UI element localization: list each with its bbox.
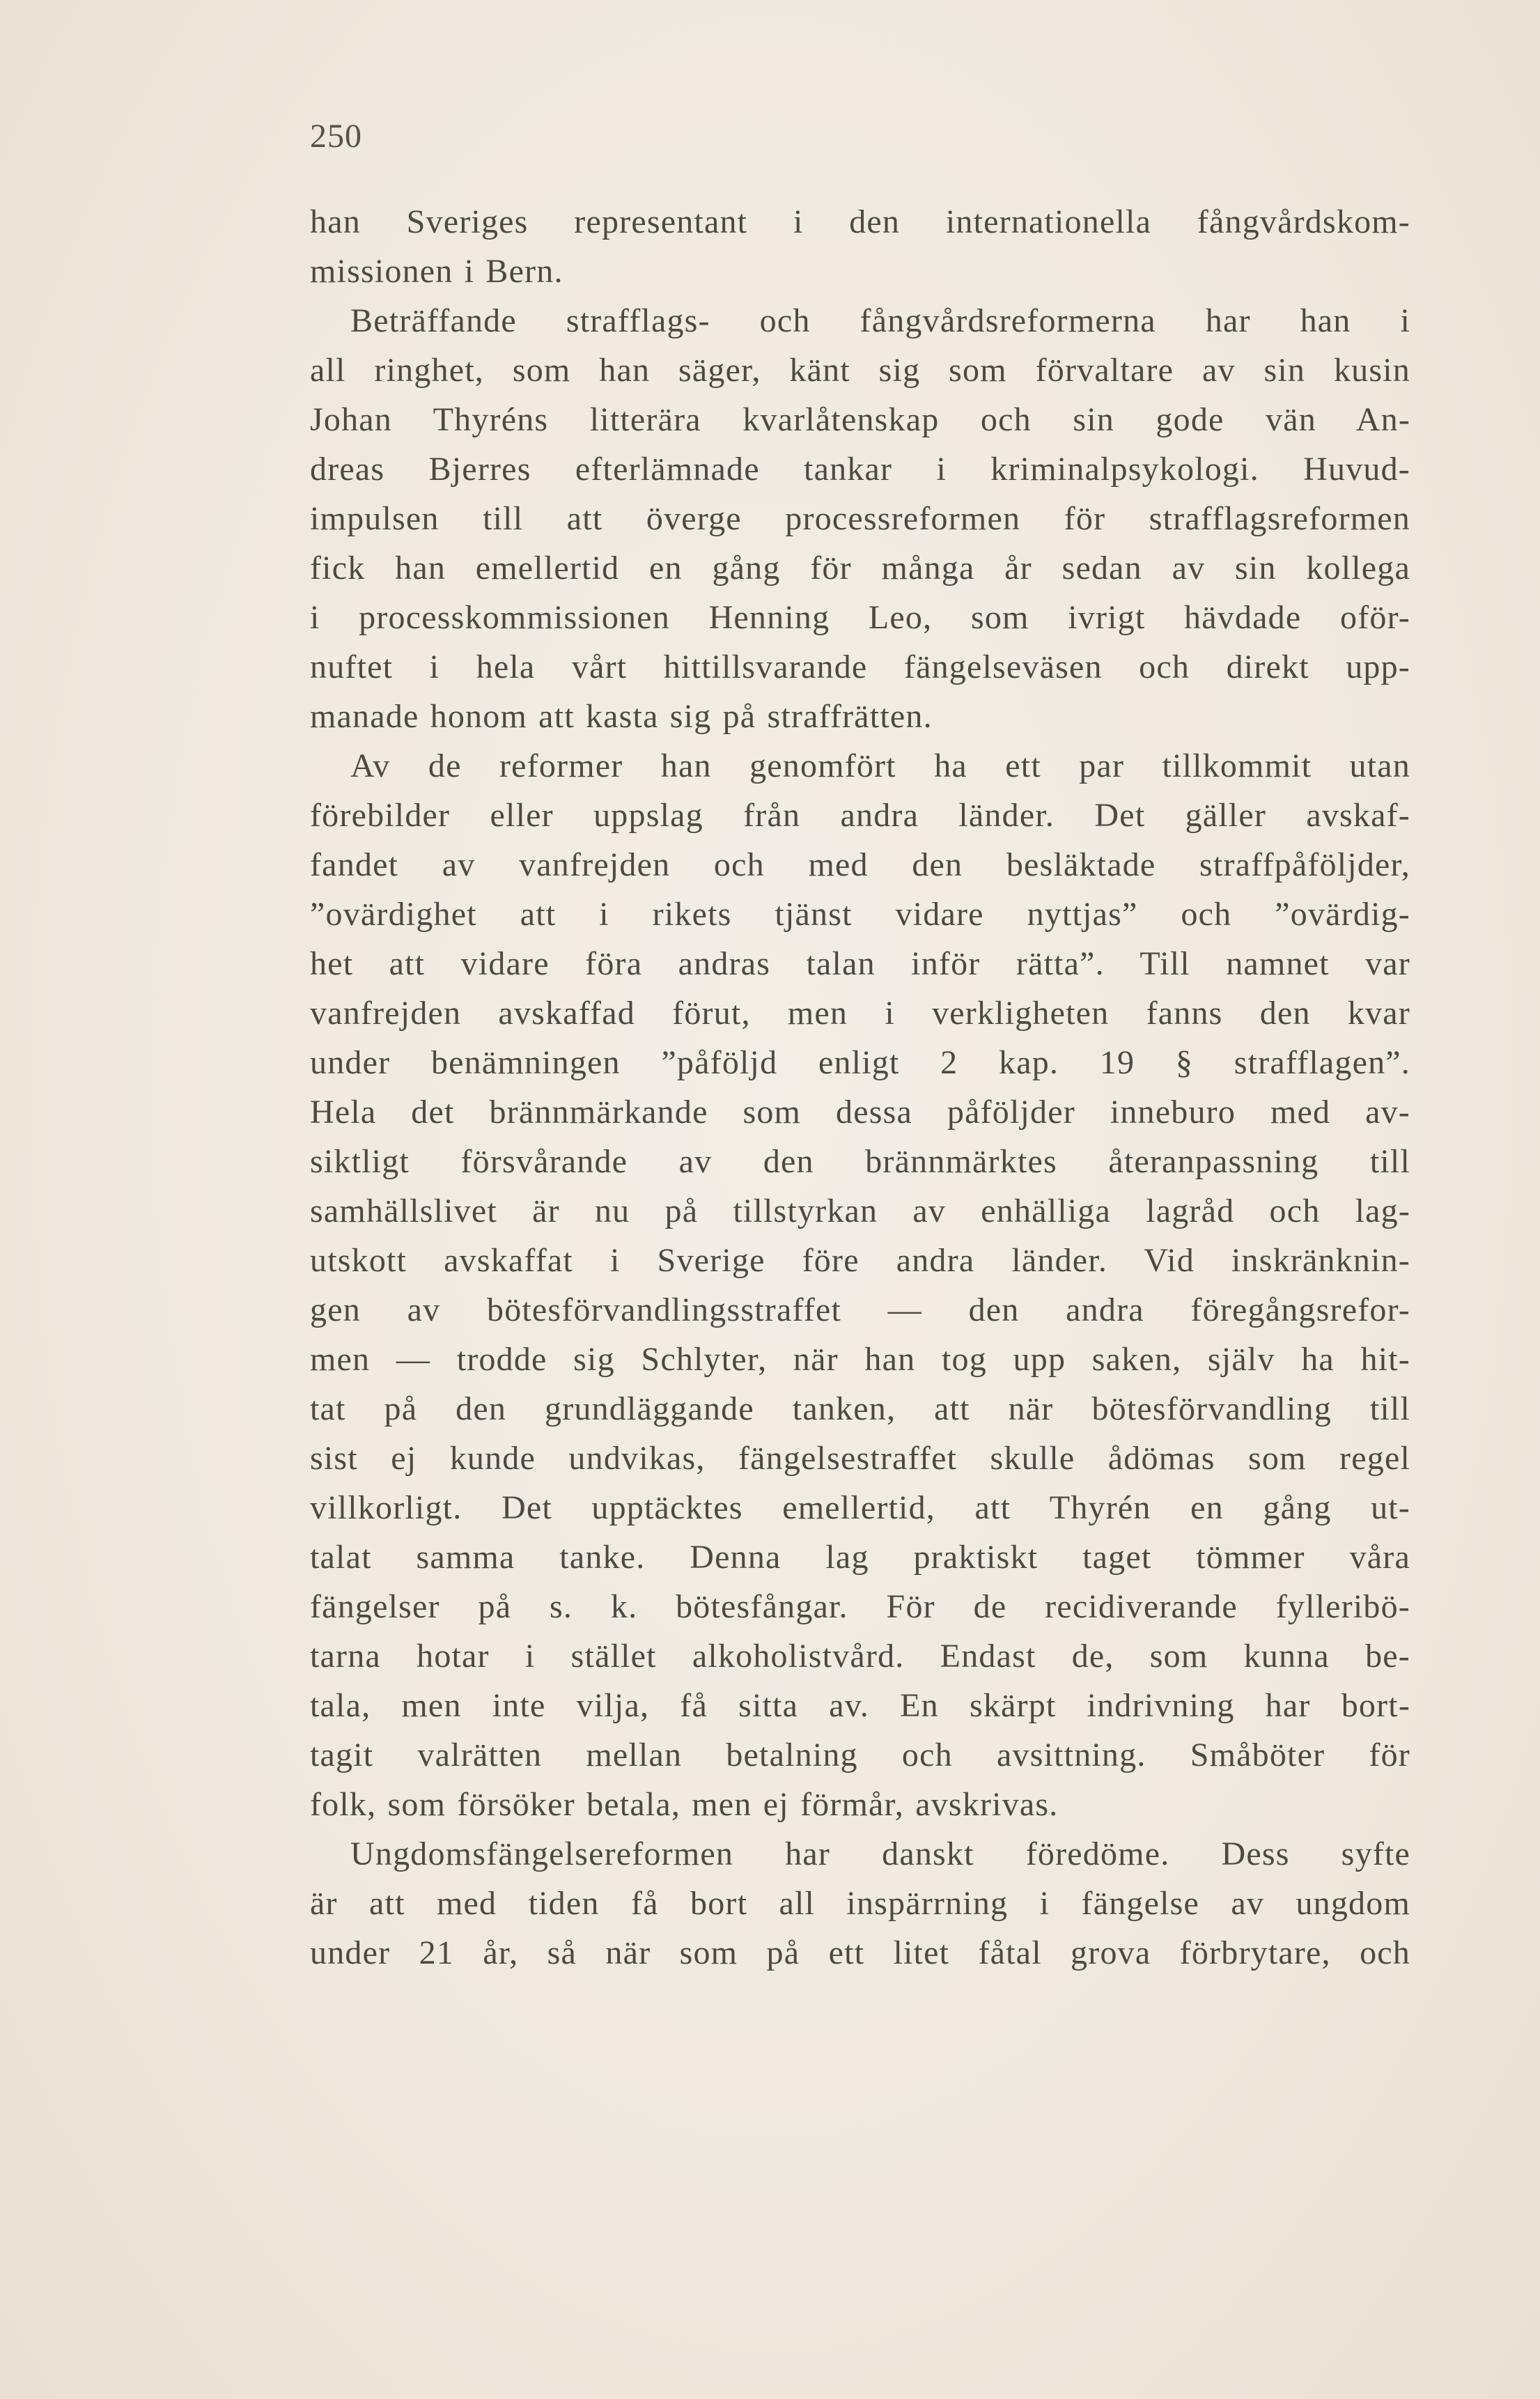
text-line: dreas Bjerres efterlämnade tankar i kriminalpsykologi. Huvud- [310, 451, 1410, 488]
text-line: utskott avskaffat i Sverige före andra länder. Vid inskränknin- [310, 1242, 1410, 1279]
text-line: villkorligt. Det upptäcktes emellertid, att Thyrén en gång ut- [310, 1489, 1410, 1526]
text-line: han Sveriges representant i den internationella fångvårdskom- [310, 203, 1410, 240]
body-text [310, 197, 1410, 1978]
text-line: gen av bötesförvandlingsstraffet — den andra föregångsrefor- [310, 1291, 1410, 1328]
text-line: sist ej kunde undvikas, fängelsestraffet skulle ådömas som regel [310, 1440, 1410, 1477]
text-line: fängelser på s. k. bötesfångar. För de recidiverande fylleribö- [310, 1588, 1410, 1625]
page-number: 250 [310, 118, 362, 155]
text-line: tat på den grundläggande tanken, att när bötesförvandling till [310, 1390, 1410, 1427]
text-line: siktligt försvårande av den brännmärktes återanpassning till [310, 1143, 1410, 1180]
text-line: är att med tiden få bort all inspärrning i fängelse av ungdom [310, 1885, 1410, 1922]
text-line: manade honom att kasta sig på straffrätten. [310, 698, 933, 735]
text-line: tagit valrätten mellan betalning och avsittning. Småböter för [310, 1737, 1410, 1773]
text-line: i processkommissionen Henning Leo, som ivrigt hävdade oför- [310, 599, 1410, 636]
text-line: fick han emellertid en gång för många år sedan av sin kollega [310, 550, 1410, 587]
text-line: fandet av vanfrejden och med den besläktade straffpåföljder, [310, 846, 1410, 883]
text-line: nuftet i hela vårt hittillsvarande fängelseväsen och direkt upp- [310, 649, 1410, 685]
text-line: missionen i Bern. [310, 253, 563, 290]
text-line: vanfrejden avskaffad förut, men i verkligheten fanns den kvar [310, 995, 1410, 1032]
text-line: men — trodde sig Schlyter, när han tog upp saken, själv ha hit- [310, 1341, 1410, 1378]
text-line: talat samma tanke. Denna lag praktiskt taget tömmer våra [310, 1539, 1410, 1576]
text-line: Ungdomsfängelsereformen har danskt föredöme. Dess syfte [350, 1835, 1410, 1872]
text-line: Hela det brännmärkande som dessa påföljder inneburo med av- [310, 1094, 1410, 1131]
text-line: tala, men inte vilja, få sitta av. En skärpt indrivning har bort- [310, 1687, 1410, 1724]
text-line: förebilder eller uppslag från andra länder. Det gäller avskaf- [310, 797, 1410, 834]
text-line: Johan Thyréns litterära kvarlåtenskap och sin gode vän An- [310, 401, 1410, 438]
text-line: ”ovärdighet att i rikets tjänst vidare nyttjas” och ”ovärdig- [310, 896, 1410, 933]
text-line: all ringhet, som han säger, känt sig som förvaltare av sin kusin [310, 352, 1410, 389]
text-line: samhällslivet är nu på tillstyrkan av enhälliga lagråd och lag- [310, 1193, 1410, 1229]
text-line: tarna hotar i stället alkoholistvård. Endast de, som kunna be- [310, 1638, 1410, 1675]
text-line: folk, som försöker betala, men ej förmår, avskrivas. [310, 1786, 1059, 1823]
text-line: Beträffande strafflags- och fångvårdsreformerna har han i [350, 302, 1410, 339]
text-line: under 21 år, så när som på ett litet fåtal grova förbrytare, och [310, 1934, 1410, 1971]
text-line: impulsen till att överge processreformen för strafflagsreformen [310, 500, 1410, 537]
text-line: Av de reformer han genomfört ha ett par tillkommit utan [350, 747, 1410, 784]
text-line: het att vidare föra andras talan inför rätta”. Till namnet var [310, 945, 1410, 982]
text-line: under benämningen ”påföljd enligt 2 kap. 19 § strafflagen”. [310, 1044, 1410, 1081]
